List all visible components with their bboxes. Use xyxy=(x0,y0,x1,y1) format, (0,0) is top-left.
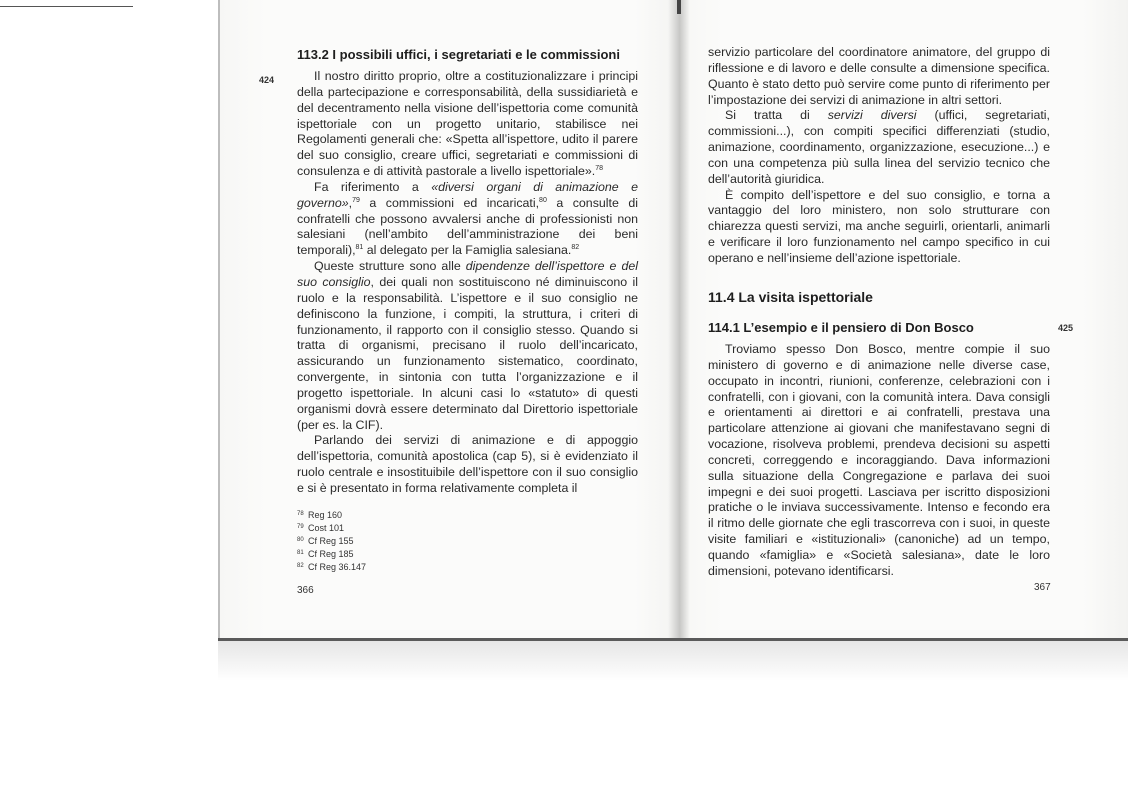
scan-edge-line xyxy=(0,6,133,7)
text-run: Troviamo spesso Don Bosco, mentre compie il suo ministero di governo e di animazione nelle diverse case, occupato in incontri, riunioni, conferenze, celebrazioni con i confratelli, con i giovani, con la comunità intera. Dava consigli e orientamenti ai direttori e ai confratelli, prestava una particolare attenzione ai giovani che manifestavano segni di vocazione, risolveva problemi, prendeva decisioni su aspetti concreti, correggendo e incoraggiando. Dava informazioni sulla situazione della Congregazione e parlava dei suoi impegni e dei suoi progetti. Lasciava per iscritto disposizioni pratiche o le inviava successivamente. Intenso e fecondo era il ritmo delle giornate che egli trascorreva con i suoi, in queste visite familiari e «istituzionali» (canoniche) ad un tempo, quando «famiglia» e «Società salesiana», date le loro dimensioni, potevano identificarsi. xyxy=(708,342,1050,578)
text-run: servizio particolare del coordinatore animatore, del gruppo di riflessione e di lavoro e delle consulte a dimensione specifica. Quanto è stato detto può servire come punto di riferimento per l’impostazione dei servizi di animazione in altri settori. xyxy=(708,45,1050,107)
paragraph xyxy=(708,108,1050,187)
footnote: 79 Cost 101 xyxy=(297,523,345,533)
text-run: Queste strutture sono alle xyxy=(314,259,466,274)
right-body-text-top xyxy=(708,45,1050,267)
footnote: 81 Cf Reg 185 xyxy=(297,549,354,559)
paragraph xyxy=(297,433,638,496)
text-run: , xyxy=(348,195,353,210)
paragraph xyxy=(297,180,638,259)
paragraph xyxy=(708,342,1050,580)
right-section-heading: 11.4 La visita ispettoriale xyxy=(708,289,873,305)
spine-mark xyxy=(677,0,681,14)
footnote-reference: 81 xyxy=(355,244,364,252)
right-marginal-number: 425 xyxy=(1058,323,1074,333)
right-body-text-bottom xyxy=(708,342,1050,580)
paragraph xyxy=(708,45,1050,108)
footnote: 78 Reg 160 xyxy=(297,510,343,520)
text-run: (uffici, segretariati, commissioni...), con compiti specifici differenziati (studio, animazione, coordinamento, organizzazione, esecuzione...) e con una competenza più sulla linea del servizio tecnico che dell’autorità giuridica. xyxy=(708,108,1050,186)
left-page-number: 366 xyxy=(297,585,314,596)
text-run: Il nostro diritto proprio, oltre a costituzionalizzare i principi della partecipazione e corresponsabilità, della sussidiarietà e del decentramento nella visione dell’ispettoria come comunità ispettoriale con un progetto unitario, stabilisce nei Regolamenti generali che: «Spetta all’ispettore, udito il parere del suo consiglio, creare uffici, segretariati e commissioni di consulenza e di attività pastorale a livello ispettoriale». xyxy=(297,69,638,179)
right-subheading: 114.1 L’esempio e il pensiero di Don Bosco xyxy=(708,320,974,335)
left-marginal-number: 424 xyxy=(259,75,275,85)
footnote-reference: 80 xyxy=(539,196,547,204)
book-gutter-shadow xyxy=(668,0,690,640)
footnote-reference: 82 xyxy=(571,244,580,252)
text-run: Parlando dei servizi di animazione e di appoggio dell’ispettoria, comunità apostolica (cap 5), si è evidenziato il ruolo centrale e insostituibile dell’ispettore con il suo consiglio e si è presentato in forma relativamente completa il xyxy=(297,433,638,495)
paragraph xyxy=(297,69,638,180)
text-run: dipendenze dell’ispettore e del suo consiglio xyxy=(297,259,638,289)
text-run: a consulte di confratelli che possono avvalersi anche di professionisti non salesiani (nell’ambito dell’amministrazione dei beni temporali), xyxy=(297,195,638,258)
paragraph xyxy=(708,188,1050,267)
text-run: servizi diversi xyxy=(827,108,917,123)
footnotes xyxy=(297,508,366,573)
text-run: a commissioni ed incaricati, xyxy=(359,195,540,210)
text-run: al delegato per la Famiglia salesiana. xyxy=(363,243,572,258)
footnote: 82 Cf Reg 36.147 xyxy=(297,562,367,572)
text-run: Fa riferimento a xyxy=(314,179,432,194)
footnote: 80 Cf Reg 155 xyxy=(297,536,354,546)
right-page-number: 367 xyxy=(1034,582,1051,593)
left-body-text xyxy=(297,69,638,497)
left-section-heading: 113.2 I possibili uffici, i segretariati e le commissioni xyxy=(297,47,620,62)
text-run: «diversi organi di animazione e governo» xyxy=(297,179,638,210)
paragraph xyxy=(297,259,638,433)
text-run: , dei quali non sostituiscono né diminuiscono il ruolo e la responsabilità. L’ispettore e il suo consiglio ne definiscono la funzione, i compiti, la struttura, i criteri di funzionamento, il rapporto con il consiglio stesso. Quando si tratta di organismi, precisano il ruolo dell’incaricato, assicurando un funzionamento sistematico, coordinato, convergente, in sintonia con tutta l’organizzazione e il progetto ispettoriale. In alcuni casi lo «statuto» di questi organismi dovrà essere determinato dal Direttorio ispettoriale (per es. la CIF). xyxy=(297,274,638,432)
text-run: Si tratta di xyxy=(725,108,828,123)
text-run: È compito dell’ispettore e del suo consiglio, e torna a vantaggio del loro ministero, non solo strutturare con chiarezza questi servizi, ma anche seguirli, orientarli, animarli e verificare il loro funzionamento nel campo specifico in cui operano e nell’insieme dell’azione ispettoriale. xyxy=(708,187,1050,265)
footnote-reference: 79 xyxy=(352,196,360,204)
page-bottom-shadow xyxy=(218,641,1128,681)
footnote-reference: 78 xyxy=(595,165,604,173)
